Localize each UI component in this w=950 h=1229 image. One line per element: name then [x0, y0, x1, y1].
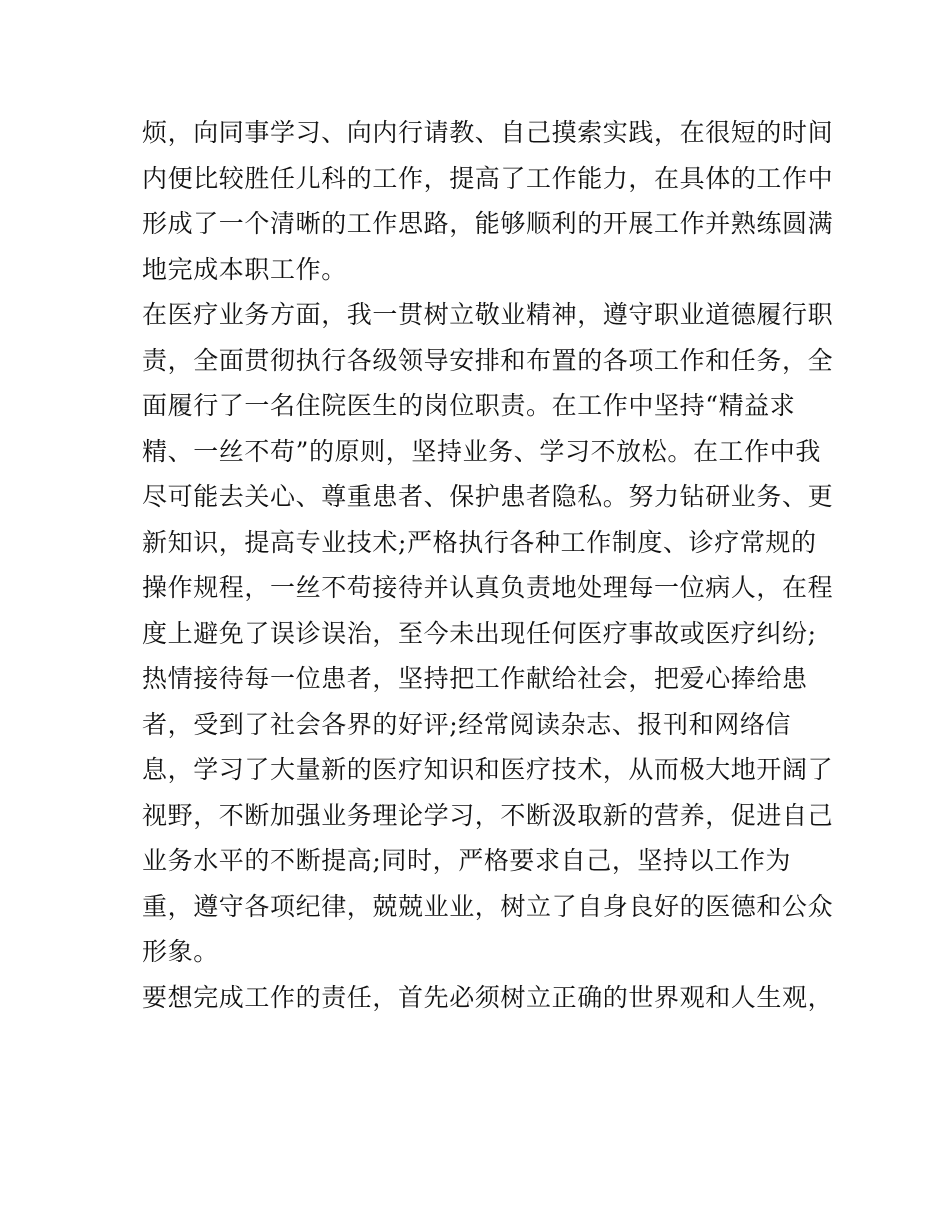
text-line: 新知识，提高专业技术;严格执行各种工作制度、诊疗常规的 — [142, 527, 817, 557]
text-line: 要想完成工作的责任，首先必须树立正确的世界观和人生观， — [142, 982, 834, 1012]
text-line: 热情接待每一位患者，坚持把工作献给社会，把爱心捧给患 — [142, 664, 808, 693]
text-line: 操作规程，一丝不苟接待并认真负责地处理每一位病人，在程 — [142, 573, 834, 602]
text-line: 者，受到了社会各界的好评;经常阅读杂志、报刊和网络信 — [142, 709, 792, 739]
text-line: 在医疗业务方面，我一贯树立敬业精神，遵守职业道德履行职 — [142, 300, 834, 329]
text-line: 度上避免了误诊误治，至今未出现任何医疗事故或医疗纠纷; — [142, 618, 817, 648]
text-line: 形象。 — [142, 937, 219, 966]
text-line: 形成了一个清晰的工作思路，能够顺利的开展工作并熟练圆满 — [142, 209, 834, 238]
text-line: 息，学习了大量新的医疗知识和医疗技术，从而极大地开阔了 — [142, 755, 834, 784]
text-line: 精、一丝不苟”的原则，坚持业务、学习不放松。在工作中我 — [142, 436, 821, 466]
text-line: 烦，向同事学习、向内行请教、自己摸索实践，在很短的时间 — [142, 118, 834, 147]
text-line: 面履行了一名住院医生的岗位职责。在工作中坚持“精益求 — [142, 391, 796, 420]
text-line: 地完成本职工作。 — [142, 254, 347, 284]
text-line: 内便比较胜任儿科的工作，提高了工作能力，在具体的工作中 — [142, 163, 834, 193]
text-line: 业务水平的不断提高;同时，严格要求自己，坚持以工作为 — [142, 846, 792, 875]
text-line: 尽可能去关心、尊重患者、保护患者隐私。努力钻研业务、更 — [142, 482, 834, 511]
text-line: 责，全面贯彻执行各级领导安排和布置的各项工作和任务，全 — [142, 345, 834, 375]
text-line: 视野，不断加强业务理论学习，不断汲取新的营养，促进自己 — [142, 800, 834, 830]
document-body — [142, 110, 834, 1020]
text-line: 重，遵守各项纪律，兢兢业业，树立了自身良好的医德和公众 — [142, 891, 834, 921]
